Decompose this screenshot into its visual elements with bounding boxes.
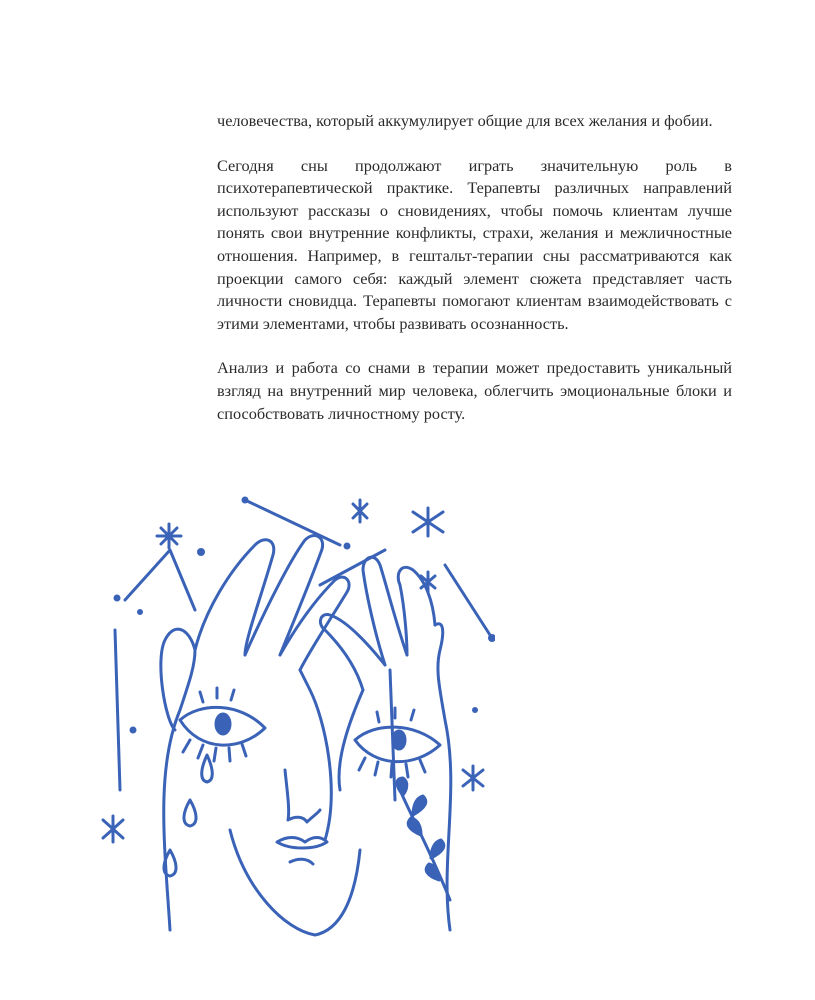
face [230,770,360,935]
left-palm-eye-icon [180,688,265,761]
paragraph-2: Сегодня сны продолжают играть значительную роль в психотерапевтической практике. Терапевты различных направлений используют рассказы о сновидениях, чтобы помочь клиентам лучше понять свои внутренние конфликты, страхи, желания и межличностные отношения. Например, в гештальт-терапии сны рассматриваются как проекции самого себя: каждый элемент сюжета представляет часть личности сновидца. Терапевты помогают клиентам взаимодействовать с этими элементами, чтобы развивать осознанность. [217,155,732,333]
right-palm-eye-icon [355,708,440,777]
paragraph-3: Анализ и работа со снами в терапии может предоставить уникальный взгляд на внутренний мир человека, облегчить эмоциональные блоки и способствовать личностному росту. [217,358,732,423]
hands-face-illustration [95,490,495,940]
body-text [217,110,732,425]
tear-drops-icon [164,755,212,876]
vine-icon [397,778,450,900]
paragraph-1: человечества, который аккумулирует общие для всех желания и фобии. [217,111,713,130]
